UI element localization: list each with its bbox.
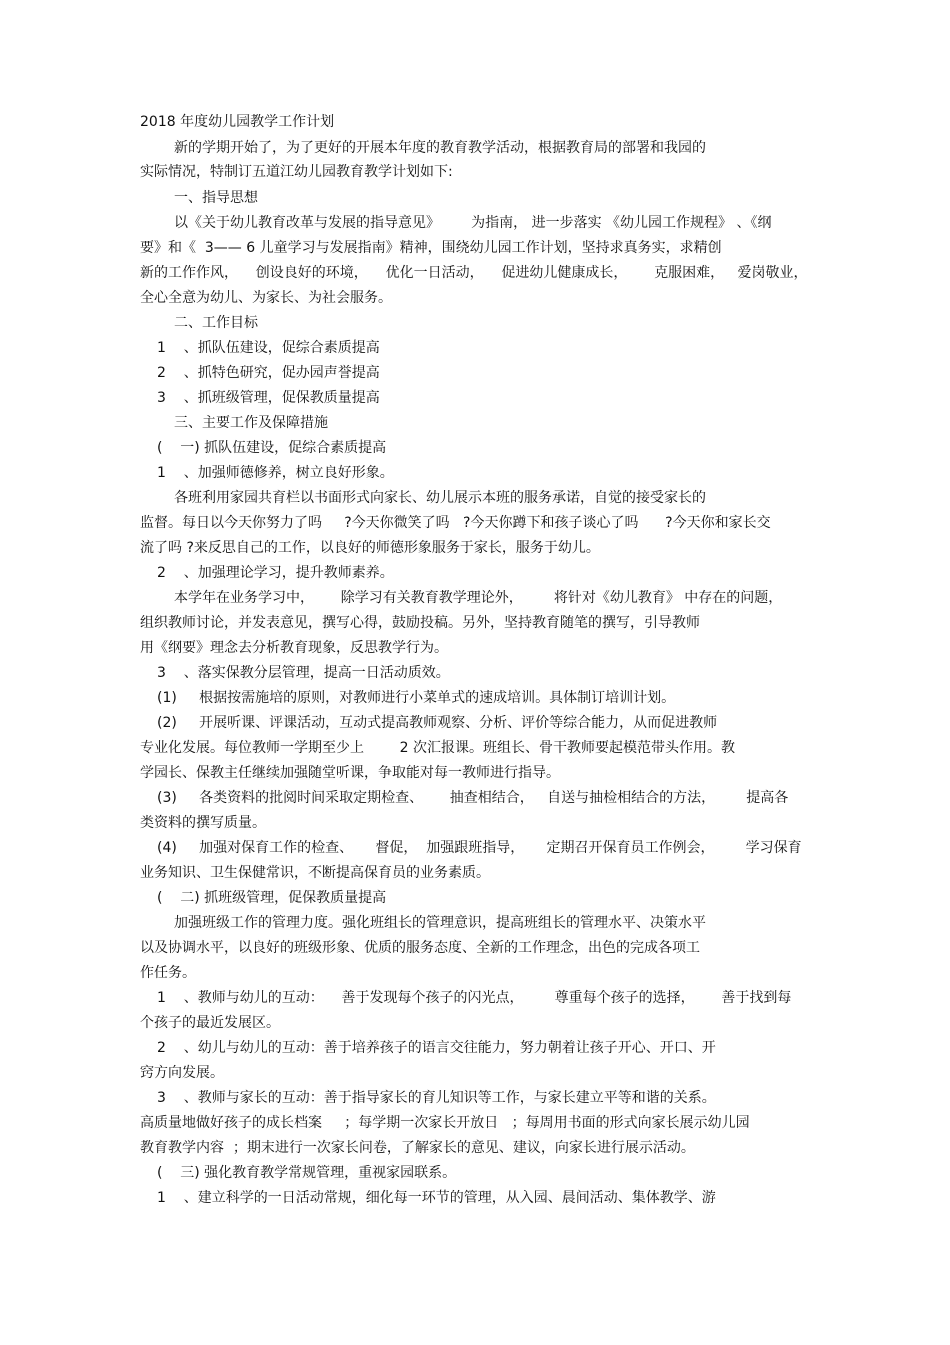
- text-line: ( 二) 抓班级管理，促保教质量提高: [157, 890, 387, 906]
- text-line: 2 、加强理论学习，提升教师素养。: [157, 565, 394, 581]
- text-line: (3) 各类资料的批阅时间采取定期检查、 抽查相结合， 自送与抽检相结合的方法， 提高各: [157, 790, 789, 806]
- text-line: ( 一) 抓队伍建设，促综合素质提高: [157, 440, 387, 456]
- text-line: 新的学期开始了，为了更好的开展本年度的教育教学活动，根据教育局的部署和我园的: [174, 140, 706, 156]
- text-line: 2 、幼儿与幼儿的互动：善于培养孩子的语言交往能力，努力朝着让孩子开心、开口、开: [157, 1040, 716, 1056]
- text-line: 流了吗 ?来反思自己的工作，以良好的师德形象服务于家长，服务于幼儿。: [140, 540, 600, 556]
- text-line: 用《纲要》理念去分析教育现象，反思教学行为。: [140, 640, 448, 656]
- text-line: 一、指导思想: [174, 190, 258, 206]
- text-line: 各班利用家园共育栏以书面形式向家长、幼儿展示本班的服务承诺，自觉的接受家长的: [174, 490, 706, 506]
- text-line: 组织教师讨论，并发表意见，撰写心得，鼓励投稿。另外，坚持教育随笔的撰写，引导教师: [140, 615, 700, 631]
- text-line: ( 三) 强化教育教学常规管理，重视家园联系。: [157, 1165, 457, 1181]
- text-line: 窍方向发展。: [140, 1065, 224, 1081]
- text-line: 3 、教师与家长的互动：善于指导家长的育儿知识等工作，与家长建立平等和谐的关系。: [157, 1090, 716, 1106]
- text-line: 作任务。: [140, 965, 196, 981]
- text-line: 以及协调水平，以良好的班级形象、优质的服务态度、全新的工作理念，出色的完成各项工: [140, 940, 700, 956]
- text-line: 本学年在业务学习中， 除学习有关教育教学理论外， 将针对《幼儿教育》 中存在的问题，: [174, 590, 783, 606]
- text-line: 高质量地做好孩子的成长档案 ；每学期一次家长开放日 ；每周用书面的形式向家长展示幼儿园: [140, 1115, 750, 1131]
- text-line: 全心全意为幼儿、为家长、为社会服务。: [140, 290, 392, 306]
- text-line: 加强班级工作的管理力度。强化班组长的管理意识，提高班组长的管理水平、决策水平: [174, 915, 706, 931]
- text-line: 3 、抓班级管理，促保教质量提高: [157, 390, 380, 406]
- doc-title: 2018 年度幼儿园教学工作计划: [140, 114, 335, 130]
- text-line: 1 、建立科学的一日活动常规，细化每一环节的管理，从入园、晨间活动、集体教学、游: [157, 1190, 716, 1206]
- text-line: 监督。每日以今天你努力了吗 ?今天你微笑了吗 ?今天你蹲下和孩子谈心了吗 ?今天你和家长交: [140, 515, 771, 531]
- text-line: 专业化发展。每位教师一学期至少上 2 次汇报课。班组长、骨干教师要起模范带头作用。教: [140, 740, 735, 756]
- text-line: 实际情况，特制订五道江幼儿园教育教学计划如下:: [140, 164, 453, 180]
- text-line: (4) 加强对保育工作的检查、 督促， 加强跟班指导， 定期召开保育员工作例会， 学习保育: [157, 840, 802, 856]
- text-line: 新的工作作风， 创设良好的环境， 优化一日活动， 促进幼儿健康成长， 克服困难， 爱岗敬业，: [140, 265, 808, 281]
- text-line: 3 、落实保教分层管理，提高一日活动质效。: [157, 665, 450, 681]
- text-line: 1 、加强师德修养，树立良好形象。: [157, 465, 394, 481]
- text-line: 二、工作目标: [174, 315, 258, 331]
- text-line: 三、主要工作及保障措施: [174, 415, 328, 431]
- text-line: 业务知识、卫生保健常识，不断提高保育员的业务素质。: [140, 865, 490, 881]
- text-line: 2 、抓特色研究，促办园声誉提高: [157, 365, 380, 381]
- text-line: 1 、教师与幼儿的互动： 善于发现每个孩子的闪光点， 尊重每个孩子的选择， 善于找到每: [157, 990, 792, 1006]
- text-line: 要》和《 3—— 6 儿童学习与发展指南》精神，围绕幼儿园工作计划，坚持求真务实，求精创: [140, 240, 722, 256]
- text-line: (1) 根据按需施培的原则，对教师进行小菜单式的速成培训。具体制订培训计划。: [157, 690, 676, 706]
- text-line: 教育教学内容 ；期末进行一次家长问卷，了解家长的意见、建议，向家长进行展示活动。: [140, 1140, 695, 1156]
- text-line: (2) 开展听课、评课活动，互动式提高教师观察、分析、评价等综合能力，从而促进教师: [157, 715, 718, 731]
- text-line: 学园长、保教主任继续加强随堂听课，争取能对每一教师进行指导。: [140, 765, 560, 781]
- text-line: 以《关于幼儿教育改革与发展的指导意见》 为指南， 进一步落实 《幼儿园工作规程》 、《纲: [174, 215, 772, 231]
- text-line: 个孩子的最近发展区。: [140, 1015, 280, 1031]
- text-line: 1 、抓队伍建设，促综合素质提高: [157, 340, 380, 356]
- text-line: 类资料的撰写质量。: [140, 815, 266, 831]
